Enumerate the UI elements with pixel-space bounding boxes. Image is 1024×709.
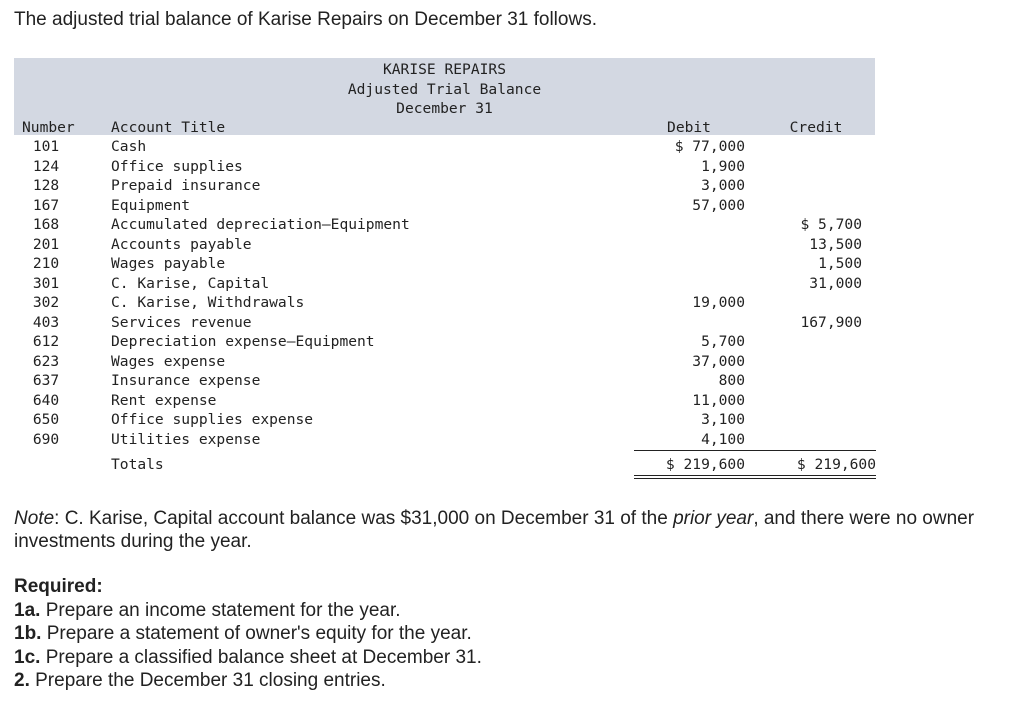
account-number: 612 [32, 333, 60, 350]
note-label: Note [14, 508, 55, 529]
account-title: Prepaid insurance [111, 177, 261, 194]
column-header-account-title: Account Title [111, 119, 226, 136]
table-row [14, 176, 884, 196]
account-title: Cash [111, 138, 147, 155]
required-item-2 [14, 669, 482, 693]
required-item-1c [14, 646, 482, 670]
double-rule-bottom [634, 478, 876, 479]
account-number: 637 [32, 372, 60, 389]
statement-name: Adjusted Trial Balance [347, 81, 542, 98]
table-row [14, 391, 884, 411]
note-emphasis: prior year [673, 508, 754, 529]
total-debit: $ 219,600 [665, 456, 745, 473]
account-number: 403 [32, 313, 60, 331]
account-title: Wages expense [111, 352, 226, 370]
table-row [14, 313, 884, 333]
note-text-before: : C. Karise, Capital account balance was $31,000 on December 31 of the [54, 508, 674, 529]
credit-amount: 31,000 [809, 274, 862, 292]
required-heading: Required: [14, 576, 103, 597]
table-row [14, 332, 884, 352]
company-name: KARISE REPAIRS [382, 61, 506, 78]
account-title: Office supplies expense [111, 411, 314, 428]
note-text-after: , and there were no owner investments during the year. [14, 508, 975, 552]
credit-amount: 167,900 [800, 313, 862, 331]
column-header-credit: Credit [789, 119, 843, 136]
debit-amount: 37,000 [692, 352, 745, 370]
totals-row [14, 455, 884, 475]
required-item-text: Prepare the December 31 closing entries. [29, 670, 386, 691]
table-row [14, 137, 884, 157]
account-number: 301 [32, 274, 60, 292]
debit-amount: 4,100 [701, 430, 745, 448]
debit-amount: 57,000 [692, 196, 745, 214]
debit-amount: 800 [718, 372, 745, 389]
account-number: 167 [32, 196, 60, 214]
table-row [14, 293, 884, 313]
required-item-1b [14, 622, 482, 646]
credit-amount: $ 5,700 [800, 216, 862, 233]
account-number: 623 [32, 352, 60, 370]
adjusted-trial-balance [14, 58, 884, 488]
required-item-text: Prepare an income statement for the year. [40, 599, 401, 621]
account-title: Rent expense [111, 391, 217, 409]
required-item-text: Prepare a classified balance sheet at December 31. [40, 646, 482, 668]
account-title: Services revenue [111, 313, 252, 331]
debit-amount: 3,000 [701, 177, 745, 194]
required-section [14, 575, 482, 693]
account-title: C. Karise, Capital [111, 274, 270, 292]
required-item-1a [14, 599, 482, 623]
debit-amount: 11,000 [692, 391, 745, 409]
account-title: Insurance expense [111, 372, 261, 389]
statement-date: December 31 [396, 100, 493, 117]
account-title: Depreciation expense—Equipment [111, 333, 375, 350]
debit-amount: 3,100 [701, 411, 745, 428]
required-item-label: 1c. [14, 646, 41, 668]
account-title: Office supplies [111, 157, 243, 175]
credit-amount: 1,500 [818, 255, 862, 272]
debit-amount: $ 77,000 [674, 138, 745, 155]
account-number: 690 [32, 430, 60, 448]
totals-label: Totals [111, 456, 164, 473]
table-row [14, 254, 884, 274]
debit-amount: 19,000 [692, 294, 745, 311]
intro-text: The adjusted trial balance of Karise Repairs on December 31 follows. [14, 9, 597, 30]
account-number: 210 [32, 255, 60, 272]
account-number: 168 [32, 216, 60, 233]
table-row [14, 215, 884, 235]
subtotal-rule [634, 450, 876, 451]
account-number: 101 [32, 138, 60, 155]
account-number: 640 [32, 391, 60, 409]
credit-amount: 13,500 [809, 235, 862, 253]
account-number: 201 [32, 235, 60, 253]
table-row [14, 157, 884, 177]
double-rule-top [634, 475, 876, 476]
account-number: 124 [32, 157, 60, 175]
account-title: Accumulated depreciation—Equipment [111, 216, 410, 233]
table-row [14, 410, 884, 430]
account-number: 128 [32, 177, 60, 194]
account-number: 302 [32, 294, 60, 311]
required-item-label: 2. [14, 670, 30, 691]
column-header-number: Number [22, 119, 75, 136]
column-header-debit: Debit [667, 119, 711, 136]
account-title: Wages payable [111, 255, 226, 272]
table-row [14, 371, 884, 391]
debit-amount: 1,900 [701, 157, 745, 175]
debit-amount: 5,700 [701, 333, 745, 350]
account-title: Accounts payable [111, 235, 252, 253]
total-credit: $ 219,600 [796, 456, 876, 473]
table-row [14, 274, 884, 294]
account-title: Utilities expense [111, 430, 261, 448]
table-row [14, 235, 884, 255]
account-number: 650 [32, 411, 60, 428]
note-paragraph [14, 507, 1004, 553]
required-item-text: Prepare a statement of owner's equity for the year. [41, 623, 472, 644]
table-row [14, 430, 884, 450]
table-row [14, 196, 884, 216]
required-item-label: 1b. [14, 623, 42, 644]
account-title: Equipment [111, 196, 191, 214]
required-item-label: 1a. [14, 599, 41, 621]
account-title: C. Karise, Withdrawals [111, 294, 305, 311]
table-row [14, 352, 884, 372]
